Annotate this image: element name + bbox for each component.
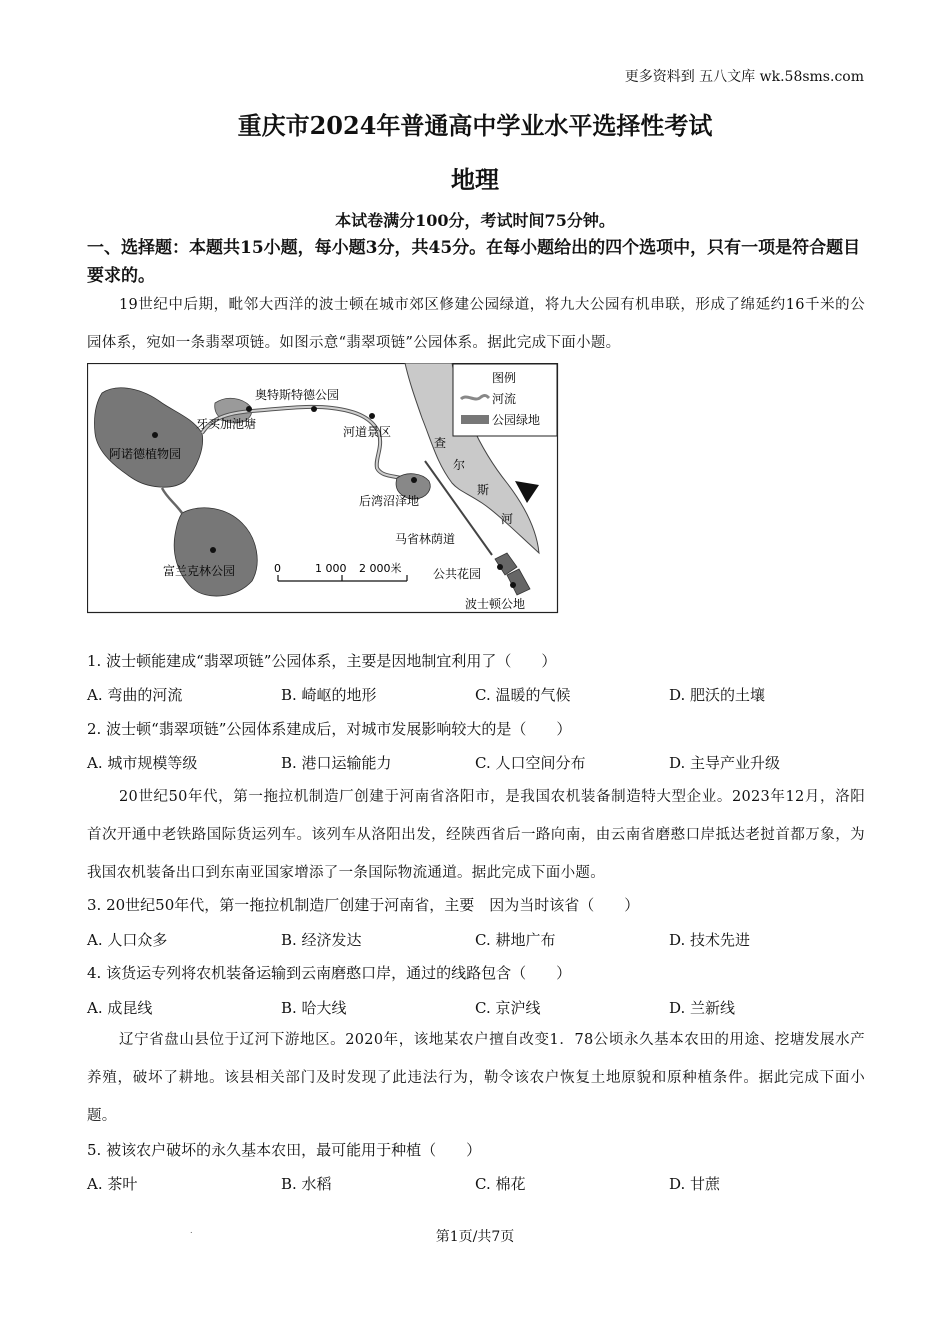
label-jamaica: 牙买加池塘 [196,417,257,431]
question-4-options [87,997,867,1019]
page-number: 第1页/共7页 [435,1229,515,1245]
q4-option-a[interactable]: A. 成昆线 [87,999,153,1017]
exam-subject: 地理 [451,165,499,194]
scale-1: 1 000 [315,562,347,575]
q2-option-d[interactable]: D. 主导产业升级 [669,754,781,772]
label-fens: 后湾沼泽地 [359,494,420,508]
q2-option-a[interactable]: A. 城市规模等级 [87,754,198,772]
label-riverway: 河道景区 [343,425,392,439]
label-charles-1: 查 [434,436,447,450]
section-heading: 一、选择题：本题共15小题，每小题3分，共45分。在每小题给出的四个选项中，只有一项是符合题目要求的。 [87,238,861,286]
q5-option-b[interactable]: B. 水稻 [281,1175,332,1193]
label-franklin: 富兰克林公园 [163,564,236,578]
label-olmsted: 奥特斯特德公园 [255,388,340,402]
q1-option-a[interactable]: A. 弯曲的河流 [87,686,183,704]
label-charles-3: 斯 [477,483,490,497]
q3-option-c[interactable]: C. 耕地广布 [475,931,556,949]
question-4: 4. 该货运专列将农机装备运输到云南磨憨口岸，通过的线路包含（ ） [87,964,572,982]
q1-option-c[interactable]: C. 温暖的气候 [475,686,571,704]
q5-option-d[interactable]: D. 甘蔗 [669,1175,721,1193]
scale-0: 0 [274,562,281,575]
q3-option-d[interactable]: D. 技术先进 [669,931,751,949]
question-1-options [87,684,867,706]
emerald-necklace-map [87,363,559,614]
passage-1: 19世纪中后期，毗邻大西洋的波士顿在城市郊区修建公园绿道，将九大公园有机串联，形成了绵延约16千米的公园体系，宛如一条翡翠项链。如图示意“翡翠项链”公园体系。据此完成下面小题。 [87,297,865,351]
exam-title: 重庆市2024年普通高中学业水平选择性考试 [237,111,713,140]
q4-option-c[interactable]: C. 京沪线 [475,999,541,1017]
q3-option-a[interactable]: A. 人口众多 [87,931,168,949]
question-2-options [87,752,867,774]
legend-title: 图例 [492,371,517,385]
scale-2: 2 000米 [359,562,402,575]
question-5: 5. 被该农户破坏的永久基本农田，最可能用于种植（ ） [87,1141,482,1159]
q1-option-b[interactable]: B. 崎岖的地形 [281,686,377,704]
question-5-options [87,1173,867,1195]
q4-option-d[interactable]: D. 兰新线 [669,999,736,1017]
legend-park-label: 公园绿地 [492,413,541,427]
watermark-text: 更多资料到 五八文库 wk.58sms.com [624,69,864,85]
question-3: 3. 20世纪50年代，第一拖拉机制造厂创建于河南省，主要 因为当时该省（ ） [87,896,640,914]
stray-dot: . [190,1226,193,1235]
label-charles-2: 尔 [453,458,466,472]
label-arnold: 阿诺德植物园 [109,447,182,461]
passage-2: 20世纪50年代，第一拖拉机制造厂创建于河南省洛阳市，是我国农机装备制造特大型企业。2023年12月，洛阳首次开通中老铁路国际货运列车。该列车从洛阳出发，经陕西省后一路向南，由云南省磨憨口岸抵达老挝首都万象，为我国农机装备出口到东南亚国家增添了一条国际物流通道。据此完成下面小题。 [87,789,865,881]
label-garden: 公共花园 [433,567,482,581]
q3-option-b[interactable]: B. 经济发达 [281,931,362,949]
q5-option-c[interactable]: C. 棉花 [475,1175,526,1193]
question-2: 2. 波士顿“翡翠项链”公园体系建成后，对城市发展影响较大的是（ ） [87,720,572,738]
q2-option-b[interactable]: B. 港口运输能力 [281,754,392,772]
q4-option-b[interactable]: B. 哈大线 [281,999,347,1017]
score-note: 本试卷满分100分，考试时间75分钟。 [335,211,615,230]
question-3-options [87,929,867,951]
passage-3: 辽宁省盘山县位于辽河下游地区。2020年，该地某农户擅自改变1．78公顷永久基本农田的用途、挖塘发展水产养殖，破坏了耕地。该县相关部门及时发现了此违法行为，勒令该农户恢复土地原貌和原种植条件。据此完成下面小题。 [87,1032,865,1124]
question-1: 1. 波士顿能建成“翡翠项链”公园体系，主要是因地制宜利用了（ ） [87,652,557,670]
q5-option-a[interactable]: A. 茶叶 [87,1175,138,1193]
legend-river-label: 河流 [492,392,517,406]
label-mall: 马省林荫道 [395,532,456,546]
q2-option-c[interactable]: C. 人口空间分布 [475,754,586,772]
label-common: 波士顿公地 [465,597,526,611]
q1-option-d[interactable]: D. 肥沃的土壤 [669,686,766,704]
label-charles-4: 河 [501,512,514,526]
